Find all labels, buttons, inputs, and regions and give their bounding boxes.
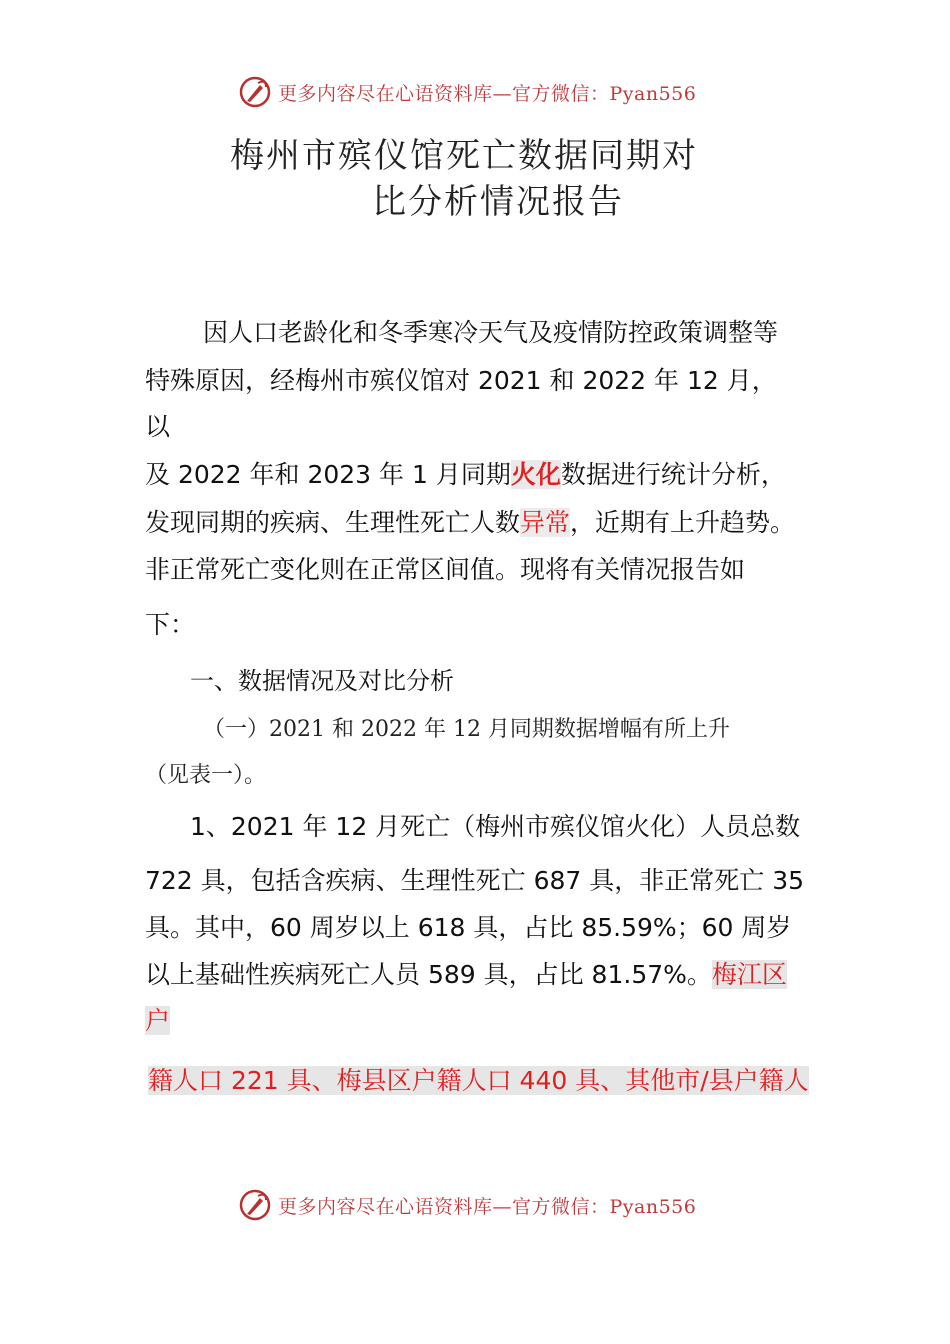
text-run: 发现同期的疾病、生理性死亡人数 [145,508,521,537]
banner-text: 更多内容尽在心语资料库—官方微信：Pyan556 [278,1195,697,1218]
page-title-line-2: 比分析情况报告 [372,182,624,222]
paragraph-line: 特殊原因，经梅州市殡仪馆对 2021 和 2022 年 12 月， [145,366,777,395]
subsection-heading-line: （见表一）。 [145,763,267,788]
paragraph-line: 下： [145,610,196,639]
text-run: ，近期有上升趋势。 [570,508,796,537]
paragraph-line: 722 具，包括含疾病、生理性死亡 687 具，非正常死亡 35 [145,866,805,895]
paragraph-line [145,506,795,540]
highlighted-word: 火化 [510,460,561,489]
highlighted-text: 梅江区 [711,960,787,989]
paragraph-line [145,958,787,992]
paragraph-line: 因人口老龄化和冬季寒冷天气及疫情防控政策调整等 [203,318,779,347]
paragraph-line [148,1064,809,1098]
paragraph-line: 1、2021 年 12 月死亡（梅州市殡仪馆火化）人员总数 [190,812,801,841]
paragraph-line [145,1004,170,1038]
page-title-line-1: 梅州市殡仪馆死亡数据同期对 [230,136,698,176]
highlighted-word: 异常 [520,508,571,537]
text-run: 以上基础性疾病死亡人员 589 具，占比 81.57%。 [145,960,712,989]
highlighted-text: 籍人口 221 具、梅县区户籍人口 440 具、其他市/县户籍人 [148,1066,809,1095]
subsection-heading-line: （一）2021 和 2022 年 12 月同期数据增幅有所上升 [203,717,730,742]
paragraph-line: 非正常死亡变化则在正常区间值。现将有关情况报告如 [145,555,746,584]
quill-logo-icon [238,1188,272,1222]
text-run: 数据进行统计分析， [560,460,786,489]
paragraph-line: 以 [145,412,171,441]
text-run: 及 2022 年和 2023 年 1 月同期 [145,460,511,489]
highlighted-text: 户 [145,1006,171,1035]
section-heading: 一、数据情况及对比分析 [190,667,454,695]
quill-logo-icon [238,75,272,109]
banner-text: 更多内容尽在心语资料库—官方微信：Pyan556 [278,82,697,105]
paragraph-line [145,458,786,492]
footer-watermark-banner [238,1187,696,1223]
header-watermark-banner [238,74,696,110]
paragraph-line: 具。其中，60 周岁以上 618 具，占比 85.59%；60 周岁 [145,913,792,942]
